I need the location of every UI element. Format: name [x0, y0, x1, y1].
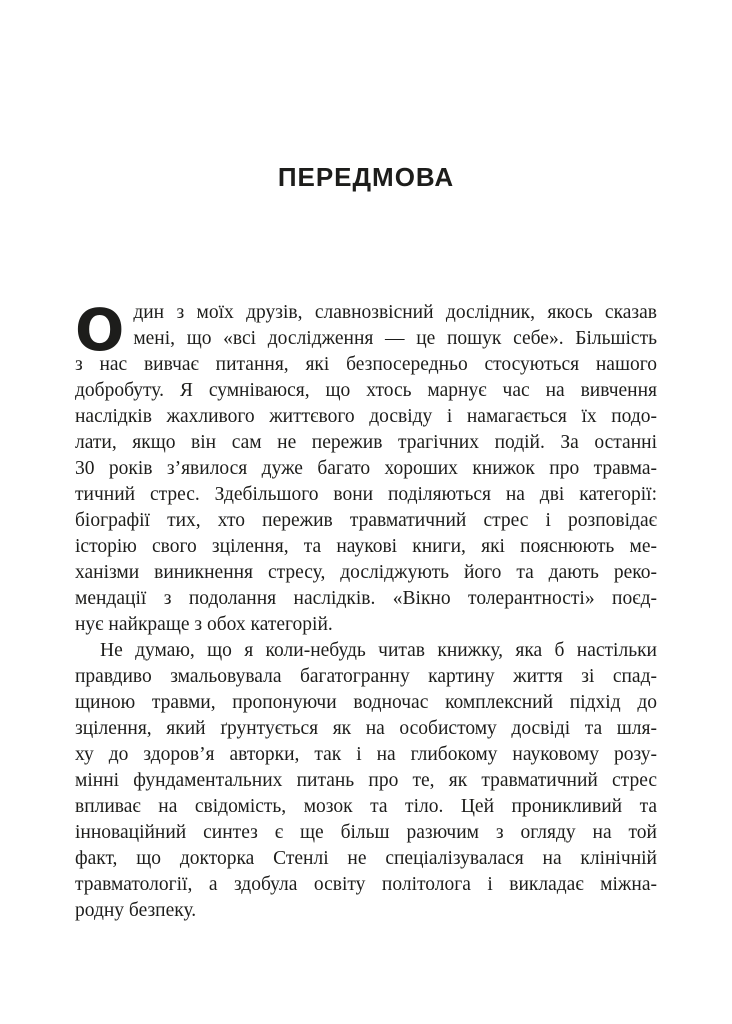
text-line: історію свого зцілення, та наукові книги, які пояснюють ме-: [75, 536, 657, 557]
text-line: мені, що «всі дослідження — це пошук себе». Більшість: [133, 328, 657, 349]
text-line: наслідків жахливого життєвого досвіду і намагається їх подо-: [75, 406, 657, 427]
body-text: [75, 296, 657, 924]
drop-cap: О: [75, 296, 125, 364]
paragraph: [75, 296, 657, 638]
text-line: родну безпеку.: [75, 900, 197, 921]
text-line: мендації з подолання наслідків. «Вікно толерантності» поєд-: [75, 588, 657, 609]
text-line: дин з моїх друзів, славнозвісний дослідник, якось сказав: [133, 302, 657, 323]
page-title: ПЕРЕДМОВА: [277, 162, 455, 193]
text-line: правдиво змальовувала багатогранну картину життя зі спад-: [75, 666, 657, 687]
text-line: біографії тих, хто пережив травматичний стрес і розповідає: [75, 510, 657, 531]
text-line: тичний стрес. Здебільшого вони поділяються на дві категорії:: [75, 484, 657, 505]
text-line: нує найкраще з обох категорій.: [75, 614, 333, 635]
text-line: мінні фундаментальних питань про те, як травматичний стрес: [75, 770, 657, 791]
text-line: впливає на свідомість, мозок та тіло. Цей проникливий та: [75, 796, 657, 817]
text-line: добробуту. Я сумніваюся, що хтось марнує час на вивчення: [75, 380, 657, 401]
text-line: щиною травми, пропонуючи водночас комплексний підхід до: [75, 692, 657, 713]
text-line: лати, якщо він сам не пережив трагічних подій. За останні: [75, 432, 657, 453]
text-line: з нас вивчає питання, які безпосередньо стосуються нашого: [75, 354, 657, 375]
text-line: 30 років з’явилося дуже багато хороших книжок про травма-: [75, 458, 657, 479]
text-line: інноваційний синтез є ще більш разючим з огляду на той: [75, 822, 657, 843]
text-line: ханізми виникнення стресу, досліджують його та дають реко-: [75, 562, 657, 583]
text-line: Не думаю, що я коли-небудь читав книжку, яка б настільки: [100, 640, 657, 661]
text-line: ху до здоров’я авторки, так і на глибокому науковому розу-: [75, 744, 657, 765]
text-line: факт, що докторка Стенлі не спеціалізувалася на клінічній: [75, 848, 657, 869]
text-line: зцілення, який ґрунтується як на особистому досвіді та шля-: [75, 718, 657, 739]
paragraph: [75, 638, 657, 924]
text-line: травматології, а здобула освіту політолога і викладає міжна-: [75, 874, 657, 895]
